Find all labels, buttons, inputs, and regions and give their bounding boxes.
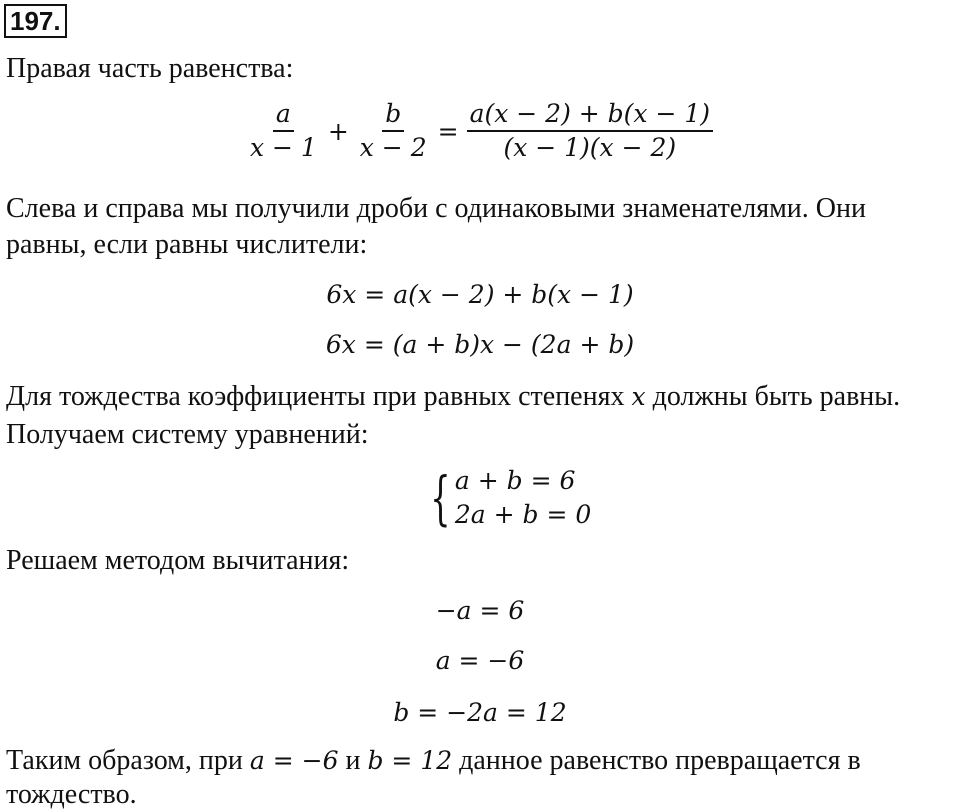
numerator-equation-1: 6x = a(x − 2) + b(x − 1) (326, 280, 634, 309)
system-brace: { (430, 464, 451, 532)
coefficients-line-2: Получаем систему уравнений: (6, 419, 369, 450)
system-lines (455, 464, 591, 532)
conclusion-line-2: тождество. (6, 779, 137, 810)
system-equation-2: 2a + b = 0 (454, 500, 592, 529)
conclusion-text-b: и (338, 745, 368, 776)
coefficients-text-a: Для тождества коэффициенты при равных степенях (6, 381, 632, 412)
problem-number: 197. (4, 4, 67, 38)
solve-method: Решаем методом вычитания: (6, 545, 350, 576)
system-equation-1: a + b = 6 (454, 466, 576, 495)
fraction-b-denominator: x − 2 (359, 133, 427, 162)
fraction-equation (0, 98, 960, 164)
conclusion-text-c: данное равенство превращается в (452, 745, 861, 776)
conclusion-text-a: Таким образом, при (6, 745, 250, 776)
same-denominators-line-1: Слева и справа мы получили дроби с одинаковыми знаменателями. Они (6, 193, 866, 224)
fraction-b (357, 98, 430, 164)
fraction-sum-numerator: a(x − 2) + b(x − 1) (467, 98, 713, 132)
equation-system (422, 464, 591, 532)
fraction-a-numerator: a (273, 98, 294, 132)
fraction-sum-denominator: (x − 1)(x − 2) (503, 133, 677, 162)
fraction-b-numerator: b (382, 98, 404, 132)
answer-b: b = 12 (367, 746, 453, 775)
equals-sign: = (437, 116, 459, 146)
solution-step-3: b = −2a = 12 (393, 698, 567, 727)
solution-step-2: a = −6 (435, 646, 525, 675)
answer-a: a = −6 (249, 746, 339, 775)
fraction-a (247, 98, 320, 164)
plus-sign: + (327, 116, 349, 146)
coefficients-line-1 (6, 380, 900, 414)
variable-x: x (631, 382, 646, 411)
coefficients-text-b: должны быть равны. (645, 381, 901, 412)
conclusion-line-1 (6, 744, 861, 778)
numerator-equation-2: 6x = (a + b)x − (2a + b) (325, 330, 635, 359)
fraction-sum (467, 98, 713, 164)
same-denominators-line-2: равны, если равны числители: (6, 229, 368, 260)
right-side-intro: Правая часть равенства: (6, 53, 294, 84)
solution-step-1: −a = 6 (435, 596, 525, 625)
fraction-a-denominator: x − 1 (249, 133, 317, 162)
